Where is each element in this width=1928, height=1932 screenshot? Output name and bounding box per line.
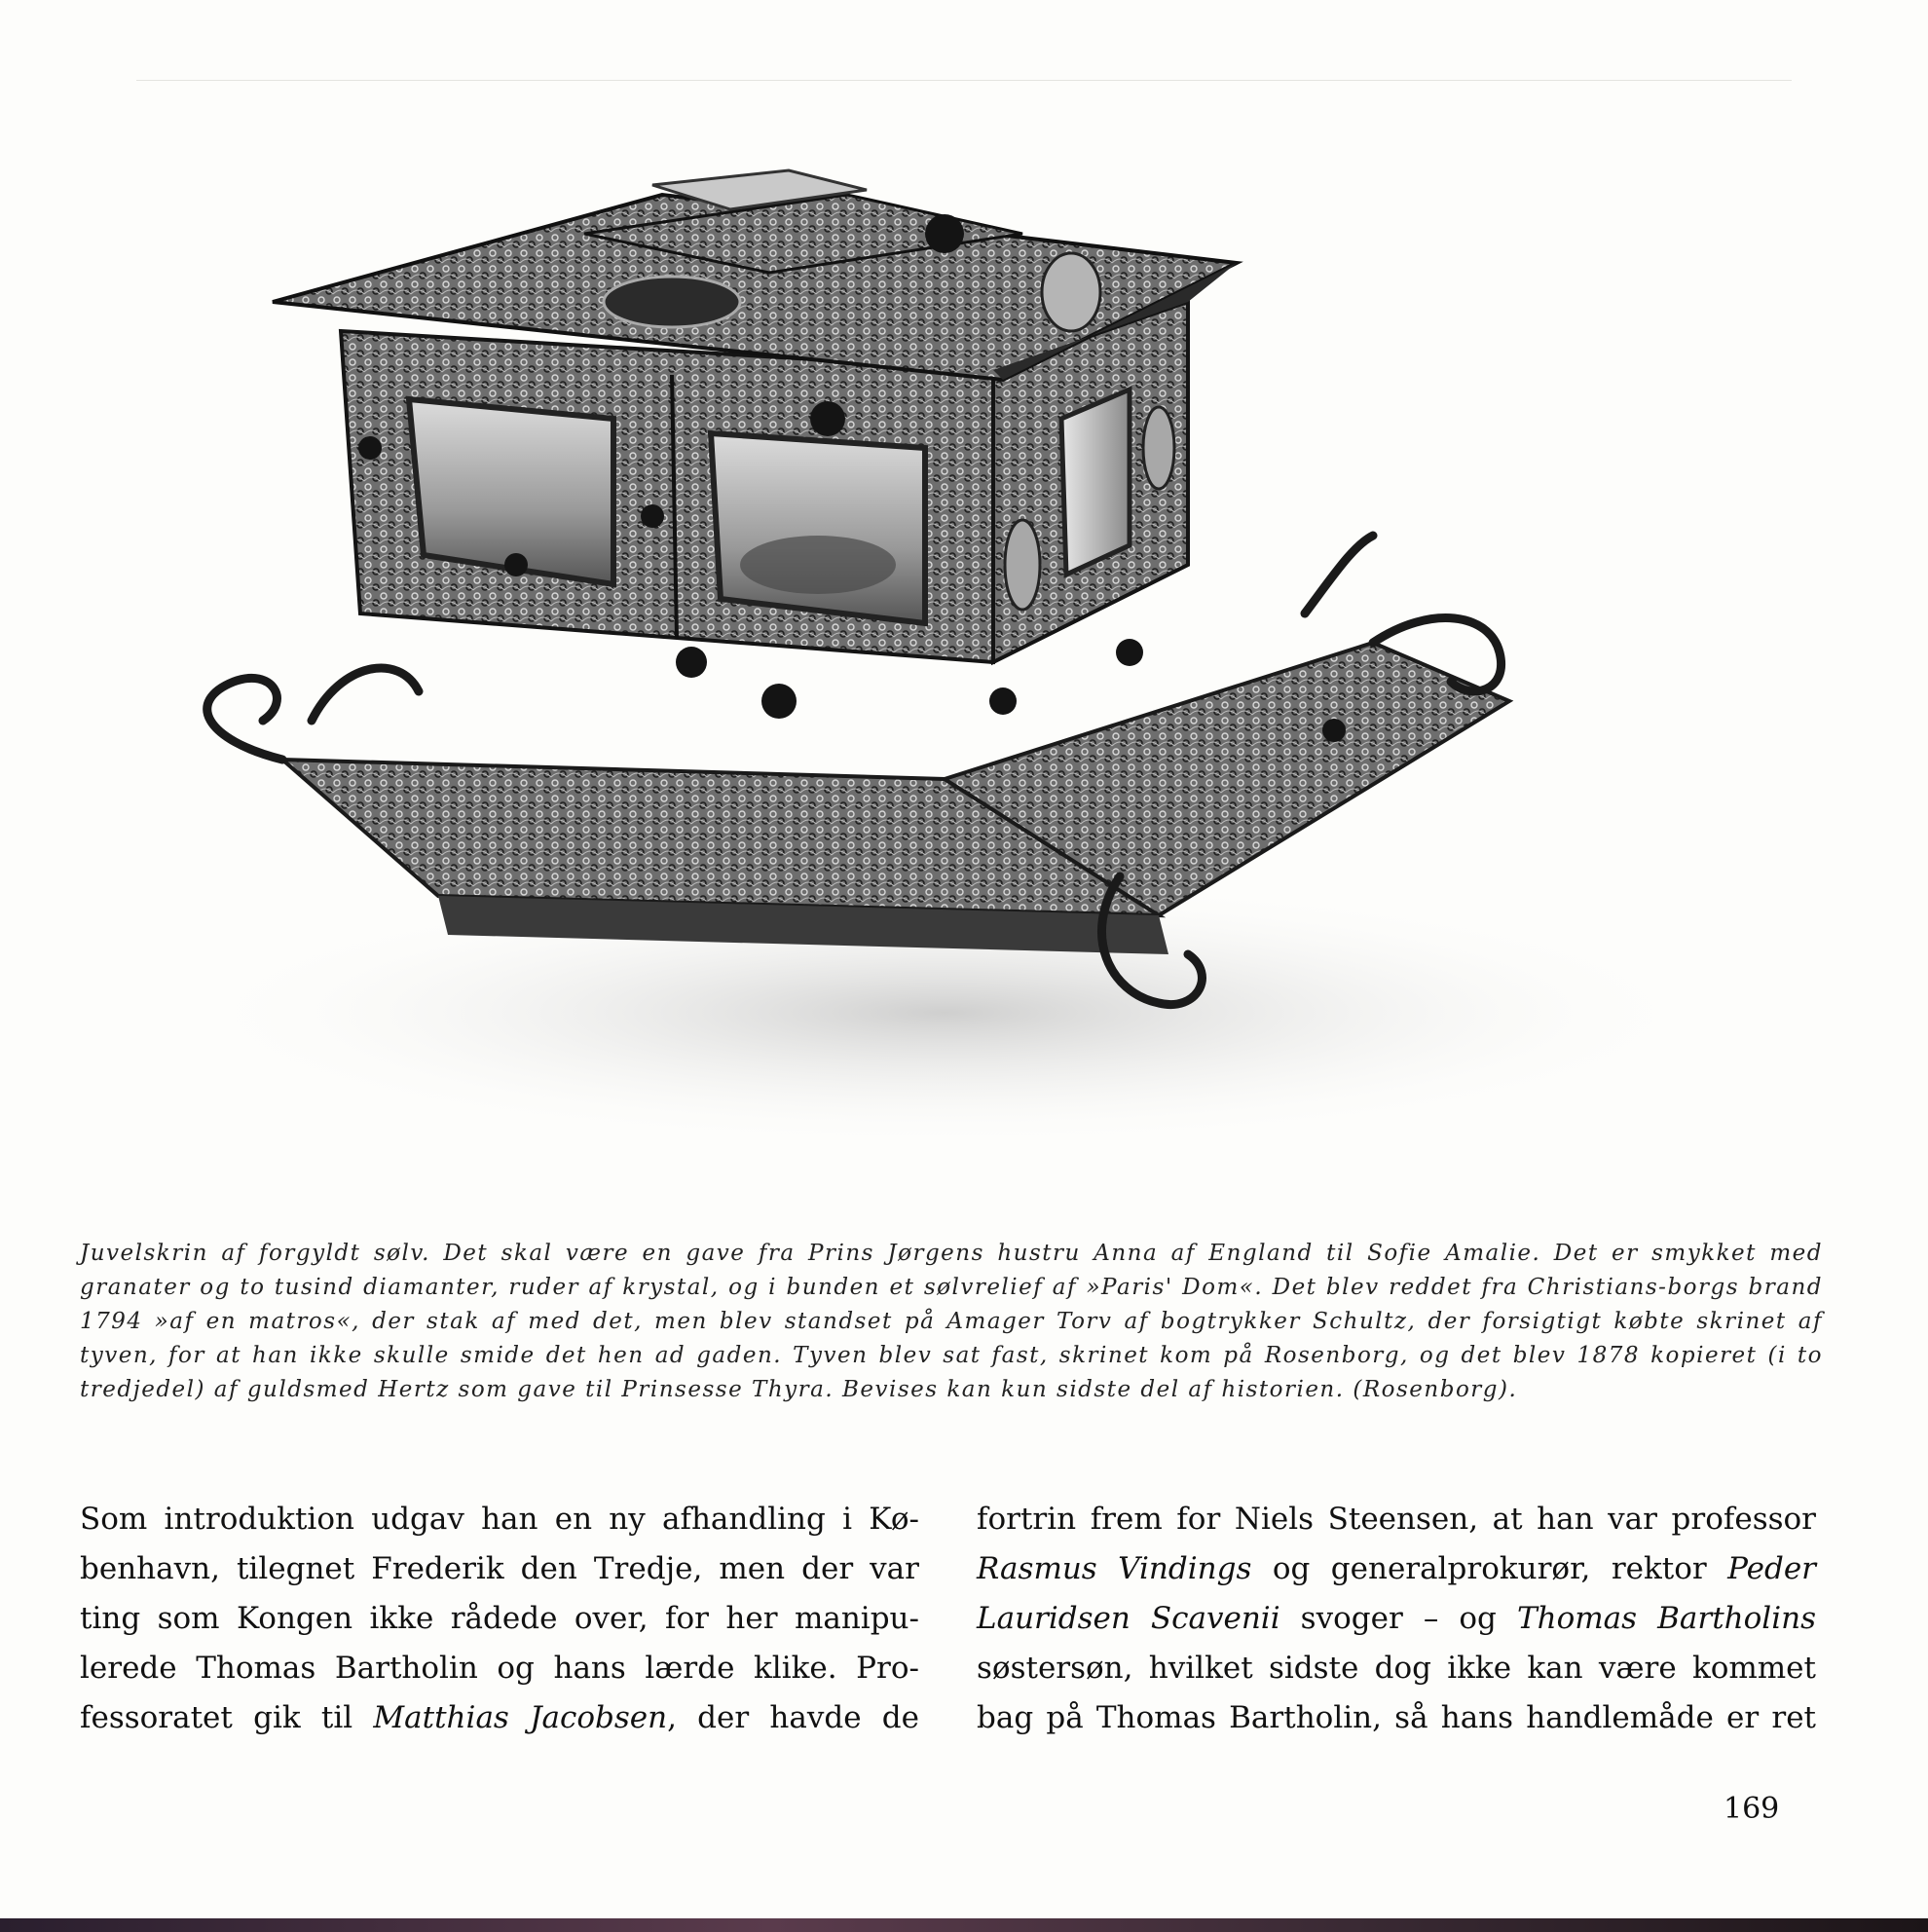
- text-line: fortrin frem for Niels Steensen, at han var professor: [977, 1502, 1816, 1537]
- text-line: lerede Thomas Bartholin og hans lærde klike. Pro-: [80, 1651, 919, 1686]
- text-line: benhavn, tilegnet Frederik den Tredje, men der var: [80, 1551, 919, 1586]
- crystal-window: [1061, 390, 1130, 575]
- body-text-right-column: [977, 1495, 1816, 1743]
- oval-stone: [1143, 407, 1174, 489]
- body-text-left-column: [80, 1495, 919, 1743]
- text-line: ting som Kongen ikke rådede over, for her manipu-: [80, 1601, 919, 1636]
- text-run: svoger – og: [1279, 1601, 1517, 1636]
- scan-edge: [0, 1918, 1928, 1932]
- oval-stone: [1042, 253, 1100, 331]
- person-name-italic: Peder: [1727, 1551, 1816, 1586]
- jewel-casket-photograph: [146, 156, 1782, 1217]
- text-line: [977, 1594, 1816, 1644]
- person-name-italic: Thomas Bartholins: [1516, 1601, 1816, 1636]
- garnet-stone: [604, 277, 740, 327]
- text-line: [977, 1544, 1816, 1594]
- person-name-italic: Rasmus Vindings: [977, 1551, 1252, 1586]
- top-rule: [136, 80, 1792, 81]
- crystal-window: [711, 433, 925, 623]
- silver-relief: [740, 536, 896, 594]
- text-run: , der havde de: [667, 1700, 920, 1735]
- text-line: [80, 1693, 919, 1743]
- photo-caption: [80, 1237, 1823, 1407]
- oval-stone: [1005, 520, 1040, 610]
- text-run: og generalprokurør, rektor: [1251, 1551, 1728, 1586]
- person-name-italic: Matthias Jacobsen: [373, 1700, 668, 1735]
- text-line: bag på Thomas Bartholin, så hans handlemåde er ret: [977, 1700, 1816, 1735]
- jewel-casket-illustration: [146, 156, 1782, 1217]
- page-number: 169: [1724, 1792, 1780, 1826]
- text-line: søstersøn, hvilket sidste dog ikke kan være kommet: [977, 1651, 1816, 1686]
- person-name-italic: Lauridsen Scavenii: [977, 1601, 1280, 1636]
- caption-text: Juvelskrin af forgyldt sølv. Det skal være en gave fra Prins Jørgens hustru Anna af England til Sofie Amalie. Det er smykket med granater og to tusind diamanter, ruder af krystal, og i bunden et sølvrelief af »Paris' Dom«. Det blev reddet fra Christians-borgs brand 1794 »af en matros«, der stak af med det, men blev standset på Amager Torv af bogtrykker Schultz, der forsigtigt købte skrinet af tyven, for at han ikke skulle smide det hen ad gaden. Tyven blev sat fast, skrinet kom på Rosenborg, og det blev 1878 kopieret (i to tredjedel) af guldsmed Hertz som gave til Prinsesse Thyra. Bevises kan kun sidste del af historien. (Rosenborg).: [80, 1241, 1823, 1402]
- text-run: fessoratet gik til: [80, 1700, 374, 1735]
- text-line: Som introduktion udgav han en ny afhandling i Kø-: [80, 1502, 919, 1537]
